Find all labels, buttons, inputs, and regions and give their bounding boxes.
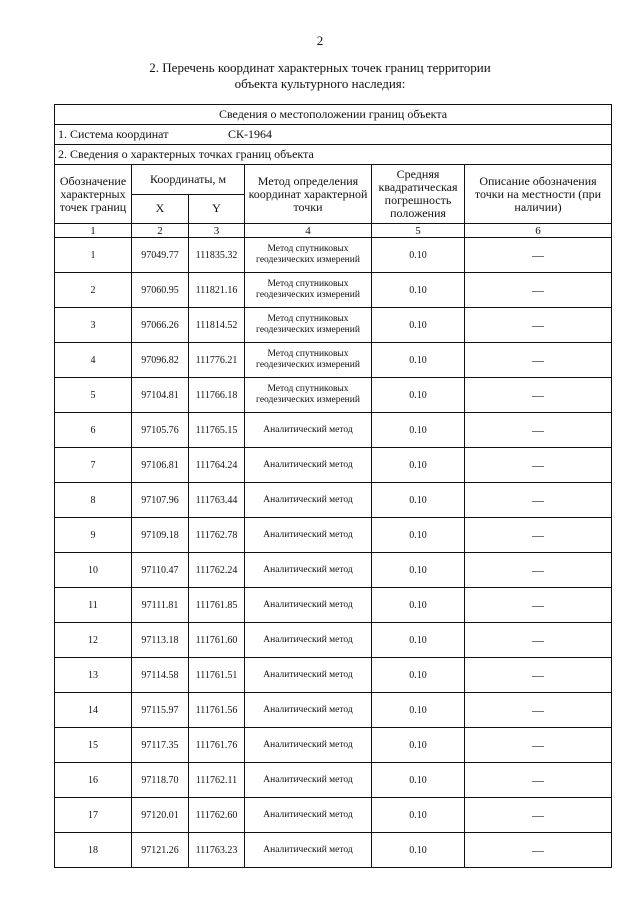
- description: —: [465, 763, 612, 798]
- col-x: X: [132, 194, 189, 224]
- coord-system-value: СК-1964: [228, 127, 273, 141]
- description: —: [465, 308, 612, 343]
- coord-y: 111763.23: [189, 833, 245, 868]
- coord-x: 97109.18: [132, 518, 189, 553]
- point-number: 6: [55, 413, 132, 448]
- coord-x: 97060.95: [132, 273, 189, 308]
- method: Аналитический метод: [245, 553, 372, 588]
- method: Аналитический метод: [245, 833, 372, 868]
- table-row: [55, 763, 612, 798]
- col-description: Описание обозначения точки на местности (при наличии): [465, 165, 612, 224]
- point-number: 2: [55, 273, 132, 308]
- point-number: 8: [55, 483, 132, 518]
- method: Метод спутниковых геодезических измерений: [245, 378, 372, 413]
- description: —: [465, 623, 612, 658]
- table-row: [55, 833, 612, 868]
- accuracy: 0.10: [372, 553, 465, 588]
- coord-x: 97118.70: [132, 763, 189, 798]
- col-number: 5: [372, 224, 465, 238]
- table-row: [55, 413, 612, 448]
- col-number: 6: [465, 224, 612, 238]
- point-number: 17: [55, 798, 132, 833]
- table-row: [55, 518, 612, 553]
- point-number: 5: [55, 378, 132, 413]
- point-number: 18: [55, 833, 132, 868]
- coord-x: 97107.96: [132, 483, 189, 518]
- coord-system-row: [55, 125, 612, 145]
- table-row: [55, 378, 612, 413]
- coord-x: 97115.97: [132, 693, 189, 728]
- column-numbers-row: [55, 224, 612, 238]
- method: Метод спутниковых геодезических измерений: [245, 238, 372, 273]
- method: Аналитический метод: [245, 798, 372, 833]
- point-number: 13: [55, 658, 132, 693]
- coord-x: 97121.26: [132, 833, 189, 868]
- description: —: [465, 553, 612, 588]
- col-number: 4: [245, 224, 372, 238]
- accuracy: 0.10: [372, 273, 465, 308]
- accuracy: 0.10: [372, 448, 465, 483]
- coord-y: 111764.24: [189, 448, 245, 483]
- table-row: [55, 343, 612, 378]
- points-header: 2. Сведения о характерных точках границ объекта: [55, 145, 612, 165]
- accuracy: 0.10: [372, 343, 465, 378]
- description: —: [465, 238, 612, 273]
- description: —: [465, 658, 612, 693]
- point-number: 9: [55, 518, 132, 553]
- description: —: [465, 448, 612, 483]
- coord-y: 111761.85: [189, 588, 245, 623]
- col-method: Метод определения координат характерной точки: [245, 165, 372, 224]
- description: —: [465, 728, 612, 763]
- point-number: 4: [55, 343, 132, 378]
- point-number: 1: [55, 238, 132, 273]
- col-coordinates: Координаты, м: [132, 165, 245, 195]
- coord-x: 97111.81: [132, 588, 189, 623]
- point-number: 11: [55, 588, 132, 623]
- method: Аналитический метод: [245, 448, 372, 483]
- coord-y: 111766.18: [189, 378, 245, 413]
- method: Аналитический метод: [245, 588, 372, 623]
- col-designation: Обозначение характерных точек границ: [55, 165, 132, 224]
- table-row: [55, 693, 612, 728]
- table-row: [55, 238, 612, 273]
- coord-y: 111776.21: [189, 343, 245, 378]
- coord-system-label: 1. Система координат: [58, 127, 169, 141]
- section-header: Сведения о местоположении границ объекта: [55, 105, 612, 125]
- table-row: [55, 273, 612, 308]
- coord-x: 97113.18: [132, 623, 189, 658]
- description: —: [465, 273, 612, 308]
- table-row: [55, 483, 612, 518]
- method: Аналитический метод: [245, 763, 372, 798]
- table-row: [55, 588, 612, 623]
- point-number: 12: [55, 623, 132, 658]
- accuracy: 0.10: [372, 728, 465, 763]
- table-row: [55, 623, 612, 658]
- coord-x: 97114.58: [132, 658, 189, 693]
- col-number: 2: [132, 224, 189, 238]
- method: Метод спутниковых геодезических измерений: [245, 273, 372, 308]
- coord-y: 111765.15: [189, 413, 245, 448]
- coordinates-table: [54, 104, 612, 868]
- table-row: [55, 553, 612, 588]
- description: —: [465, 518, 612, 553]
- description: —: [465, 378, 612, 413]
- coord-y: 111821.16: [189, 273, 245, 308]
- method: Метод спутниковых геодезических измерений: [245, 343, 372, 378]
- description: —: [465, 343, 612, 378]
- col-number: 3: [189, 224, 245, 238]
- method: Аналитический метод: [245, 693, 372, 728]
- accuracy: 0.10: [372, 378, 465, 413]
- accuracy: 0.10: [372, 413, 465, 448]
- description: —: [465, 833, 612, 868]
- coord-y: 111762.11: [189, 763, 245, 798]
- table-row: [55, 448, 612, 483]
- col-number: 1: [55, 224, 132, 238]
- point-number: 3: [55, 308, 132, 343]
- table-row: [55, 308, 612, 343]
- coord-y: 111762.24: [189, 553, 245, 588]
- coord-y: 111763.44: [189, 483, 245, 518]
- coord-y: 111762.78: [189, 518, 245, 553]
- accuracy: 0.10: [372, 658, 465, 693]
- table-row: [55, 728, 612, 763]
- coord-y: 111761.76: [189, 728, 245, 763]
- point-number: 16: [55, 763, 132, 798]
- method: Аналитический метод: [245, 518, 372, 553]
- accuracy: 0.10: [372, 483, 465, 518]
- method: Аналитический метод: [245, 658, 372, 693]
- accuracy: 0.10: [372, 693, 465, 728]
- coord-x: 97049.77: [132, 238, 189, 273]
- description: —: [465, 798, 612, 833]
- coord-y: 111761.56: [189, 693, 245, 728]
- coord-x: 97105.76: [132, 413, 189, 448]
- method: Аналитический метод: [245, 728, 372, 763]
- accuracy: 0.10: [372, 588, 465, 623]
- col-accuracy: Средняя квадратическая погрешность положения: [372, 165, 465, 224]
- section-header-row: [55, 105, 612, 125]
- accuracy: 0.10: [372, 763, 465, 798]
- table-row: [55, 658, 612, 693]
- description: —: [465, 588, 612, 623]
- coord-x: 97110.47: [132, 553, 189, 588]
- page-number: 2: [316, 33, 324, 48]
- coord-y: 111814.52: [189, 308, 245, 343]
- table-row: [55, 798, 612, 833]
- accuracy: 0.10: [372, 833, 465, 868]
- accuracy: 0.10: [372, 518, 465, 553]
- accuracy: 0.10: [372, 798, 465, 833]
- point-number: 10: [55, 553, 132, 588]
- coord-x: 97106.81: [132, 448, 189, 483]
- points-header-row: [55, 145, 612, 165]
- description: —: [465, 413, 612, 448]
- document-title: [80, 60, 560, 92]
- accuracy: 0.10: [372, 623, 465, 658]
- accuracy: 0.10: [372, 238, 465, 273]
- method: Аналитический метод: [245, 483, 372, 518]
- coord-x: 97120.01: [132, 798, 189, 833]
- coord-x: 97117.35: [132, 728, 189, 763]
- coord-y: 111761.51: [189, 658, 245, 693]
- method: Аналитический метод: [245, 413, 372, 448]
- coord-x: 97104.81: [132, 378, 189, 413]
- point-number: 7: [55, 448, 132, 483]
- coord-x: 97066.26: [132, 308, 189, 343]
- coord-x: 97096.82: [132, 343, 189, 378]
- method: Аналитический метод: [245, 623, 372, 658]
- point-number: 14: [55, 693, 132, 728]
- column-header-row: [55, 165, 612, 195]
- accuracy: 0.10: [372, 308, 465, 343]
- col-y: Y: [189, 194, 245, 224]
- point-number: 15: [55, 728, 132, 763]
- title-line-2: объекта культурного наследия:: [234, 76, 406, 91]
- coord-y: 111761.60: [189, 623, 245, 658]
- description: —: [465, 483, 612, 518]
- method: Метод спутниковых геодезических измерений: [245, 308, 372, 343]
- coord-y: 111762.60: [189, 798, 245, 833]
- description: —: [465, 693, 612, 728]
- coord-y: 111835.32: [189, 238, 245, 273]
- title-line-1: 2. Перечень координат характерных точек границ территории: [149, 60, 491, 75]
